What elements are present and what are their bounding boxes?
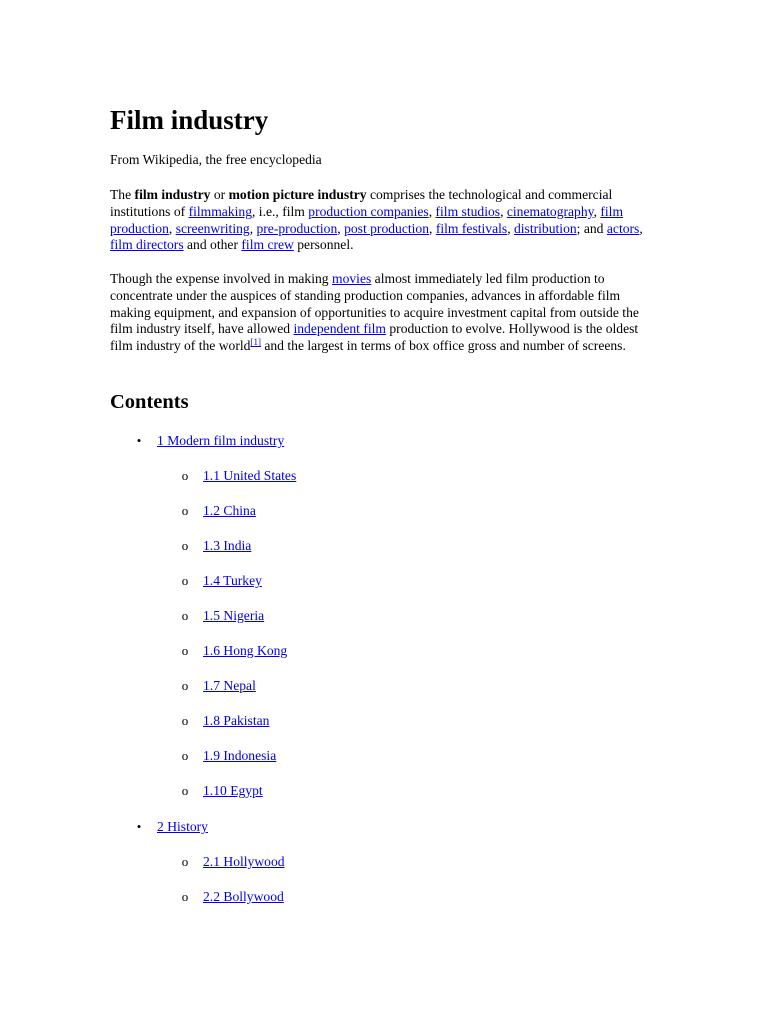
bullet-icon: • bbox=[136, 433, 142, 448]
toc-link[interactable]: 1.3 India bbox=[203, 538, 252, 553]
link-independent-film[interactable]: independent film bbox=[293, 321, 386, 337]
text-run: , bbox=[168, 220, 176, 236]
toc-link[interactable]: 1.7 Nepal bbox=[203, 678, 256, 693]
link-film-directors[interactable]: film directors bbox=[110, 237, 184, 253]
circle-bullet-icon: o bbox=[181, 713, 189, 728]
circle-bullet-icon: o bbox=[181, 854, 189, 869]
toc-link[interactable]: 2.1 Hollywood bbox=[203, 854, 285, 869]
toc-link[interactable]: 1.1 United States bbox=[203, 468, 297, 483]
circle-bullet-icon: o bbox=[181, 748, 189, 763]
link-post-production[interactable]: post production bbox=[344, 220, 430, 236]
circle-bullet-icon: o bbox=[181, 678, 189, 693]
bold-term-motion-picture-industry: motion picture industry bbox=[228, 187, 367, 202]
link-film-crew[interactable]: film crew bbox=[241, 237, 294, 253]
circle-bullet-icon: o bbox=[181, 503, 189, 518]
toc-link[interactable]: 1.4 Turkey bbox=[203, 573, 262, 588]
toc-link[interactable]: 1.5 Nigeria bbox=[203, 608, 265, 623]
toc-link[interactable]: 1.2 China bbox=[203, 503, 256, 518]
bold-term-film-industry: film industry bbox=[134, 187, 211, 202]
text-run: personnel. bbox=[293, 237, 354, 253]
text-run: , bbox=[639, 220, 643, 236]
text-run: , bbox=[500, 203, 507, 219]
link-film-studios[interactable]: film studios bbox=[435, 203, 501, 219]
text-run: almost immediately led film production to concentrate under the auspices of standing production companies, advances in affordable film making equipment, and expansion of opportunities to acquire investment capital from outside the film industry itself, have allowed bbox=[110, 271, 639, 337]
toc-link[interactable]: 1 Modern film industry bbox=[157, 433, 285, 448]
toc-link[interactable]: 1.8 Pakistan bbox=[203, 713, 270, 728]
text-run: , bbox=[428, 203, 436, 219]
toc-link[interactable]: 1.10 Egypt bbox=[203, 783, 263, 798]
circle-bullet-icon: o bbox=[181, 889, 189, 904]
link-film-festivals[interactable]: film festivals bbox=[435, 220, 508, 236]
contents-heading: Contents bbox=[110, 391, 189, 413]
text-run: production to evolve. Hollywood is the oldest film industry of the world bbox=[110, 321, 639, 354]
text-run: Though the expense involved in making bbox=[110, 271, 332, 286]
text-run: , bbox=[429, 220, 436, 236]
text-run: , bbox=[249, 220, 257, 236]
citation-link[interactable]: [1] bbox=[250, 337, 261, 348]
link-production-companies[interactable]: production companies bbox=[308, 203, 429, 219]
page-subtitle: From Wikipedia, the free encyclopedia bbox=[110, 152, 322, 167]
text-run: or bbox=[210, 187, 229, 202]
link-cinematography[interactable]: cinematography bbox=[506, 203, 594, 219]
circle-bullet-icon: o bbox=[181, 468, 189, 483]
toc-link[interactable]: 1.6 Hong Kong bbox=[203, 643, 288, 658]
text-run: The bbox=[110, 187, 135, 202]
circle-bullet-icon: o bbox=[181, 643, 189, 658]
text-run: and other bbox=[183, 237, 242, 253]
link-actors[interactable]: actors bbox=[606, 220, 640, 236]
history-paragraph bbox=[110, 271, 662, 355]
text-run: , bbox=[337, 220, 345, 236]
text-run: and the largest in terms of box office gross and number of screens. bbox=[260, 338, 626, 354]
circle-bullet-icon: o bbox=[181, 608, 189, 623]
intro-paragraph bbox=[110, 187, 662, 254]
circle-bullet-icon: o bbox=[181, 538, 189, 553]
link-movies[interactable]: movies bbox=[332, 271, 372, 286]
toc-link[interactable]: 1.9 Indonesia bbox=[203, 748, 277, 763]
text-run: , i.e., film bbox=[252, 203, 309, 219]
link-pre-production[interactable]: pre-production bbox=[256, 220, 338, 236]
link-film-production[interactable]: film production bbox=[110, 203, 624, 236]
toc-link[interactable]: 2 History bbox=[157, 819, 208, 834]
bullet-icon: • bbox=[136, 819, 142, 834]
text-run: comprises the technological and commercial institutions of bbox=[110, 187, 613, 219]
toc-link[interactable]: 2.2 Bollywood bbox=[203, 889, 284, 904]
text-run: , bbox=[507, 220, 514, 236]
page-title: Film industry bbox=[110, 105, 269, 135]
circle-bullet-icon: o bbox=[181, 783, 189, 798]
link-screenwriting[interactable]: screenwriting bbox=[175, 220, 250, 236]
text-run: ; and bbox=[576, 220, 607, 236]
link-distribution[interactable]: distribution bbox=[513, 220, 577, 236]
circle-bullet-icon: o bbox=[181, 573, 189, 588]
text-run: , bbox=[593, 203, 601, 219]
link-filmmaking[interactable]: filmmaking bbox=[188, 203, 252, 219]
